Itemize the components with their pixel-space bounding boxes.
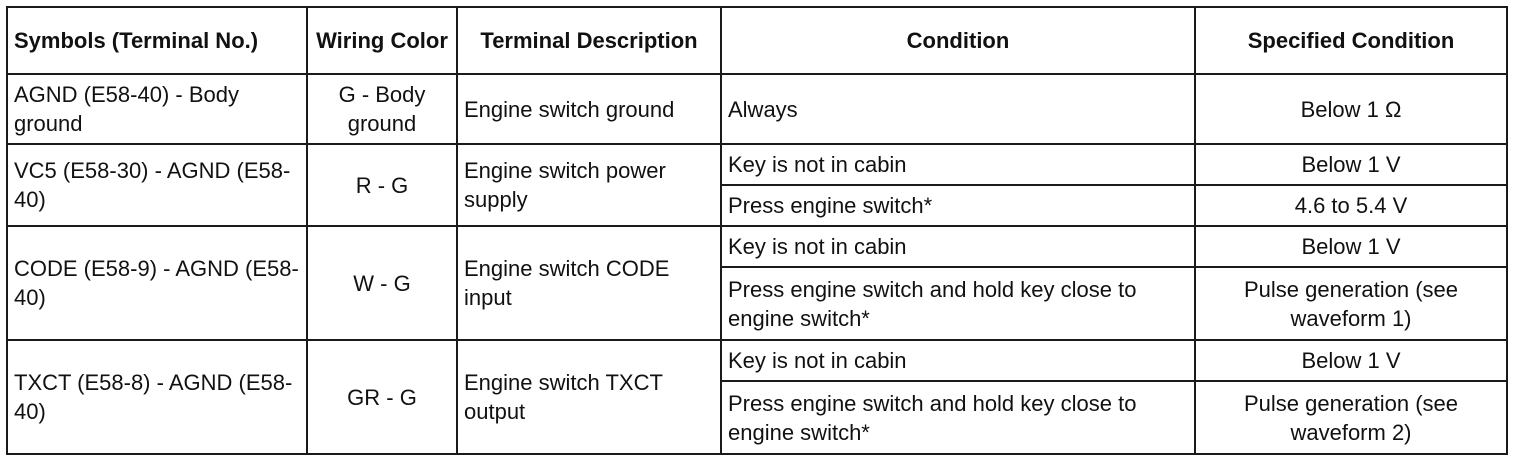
header-wiring-color: Wiring Color bbox=[307, 7, 457, 74]
cell-condition: Press engine switch and hold key close to engine switch* bbox=[721, 267, 1195, 340]
header-terminal-description: Terminal Description bbox=[457, 7, 721, 74]
cell-condition: Press engine switch* bbox=[721, 185, 1195, 226]
table-row bbox=[7, 340, 1507, 381]
header-row bbox=[7, 7, 1507, 74]
cell-description: Engine switch ground bbox=[457, 74, 721, 144]
cell-wiring: GR - G bbox=[307, 340, 457, 454]
cell-specified: Pulse generation (see waveform 1) bbox=[1195, 267, 1507, 340]
cell-condition: Press engine switch and hold key close to engine switch* bbox=[721, 381, 1195, 454]
cell-specified: Below 1 V bbox=[1195, 226, 1507, 267]
cell-condition: Always bbox=[721, 74, 1195, 144]
cell-wiring: R - G bbox=[307, 144, 457, 226]
cell-specified: 4.6 to 5.4 V bbox=[1195, 185, 1507, 226]
cell-symbol: TXCT (E58-8) - AGND (E58-40) bbox=[7, 340, 307, 454]
cell-wiring: W - G bbox=[307, 226, 457, 340]
cell-symbol: CODE (E58-9) - AGND (E58-40) bbox=[7, 226, 307, 340]
cell-description: Engine switch power supply bbox=[457, 144, 721, 226]
cell-specified: Pulse generation (see waveform 2) bbox=[1195, 381, 1507, 454]
table-row bbox=[7, 74, 1507, 144]
table-row bbox=[7, 226, 1507, 267]
cell-condition: Key is not in cabin bbox=[721, 144, 1195, 185]
terminal-spec-table-frame bbox=[6, 6, 1506, 455]
terminal-spec-table bbox=[6, 6, 1508, 455]
table-row bbox=[7, 144, 1507, 185]
cell-condition: Key is not in cabin bbox=[721, 226, 1195, 267]
cell-description: Engine switch CODE input bbox=[457, 226, 721, 340]
header-symbols: Symbols (Terminal No.) bbox=[7, 7, 307, 74]
header-condition: Condition bbox=[721, 7, 1195, 74]
cell-symbol: VC5 (E58-30) - AGND (E58-40) bbox=[7, 144, 307, 226]
cell-specified: Below 1 Ω bbox=[1195, 74, 1507, 144]
cell-specified: Below 1 V bbox=[1195, 340, 1507, 381]
cell-symbol: AGND (E58-40) - Body ground bbox=[7, 74, 307, 144]
cell-specified: Below 1 V bbox=[1195, 144, 1507, 185]
cell-condition: Key is not in cabin bbox=[721, 340, 1195, 381]
cell-wiring: G - Body ground bbox=[307, 74, 457, 144]
cell-description: Engine switch TXCT output bbox=[457, 340, 721, 454]
header-specified-condition: Specified Condition bbox=[1195, 7, 1507, 74]
